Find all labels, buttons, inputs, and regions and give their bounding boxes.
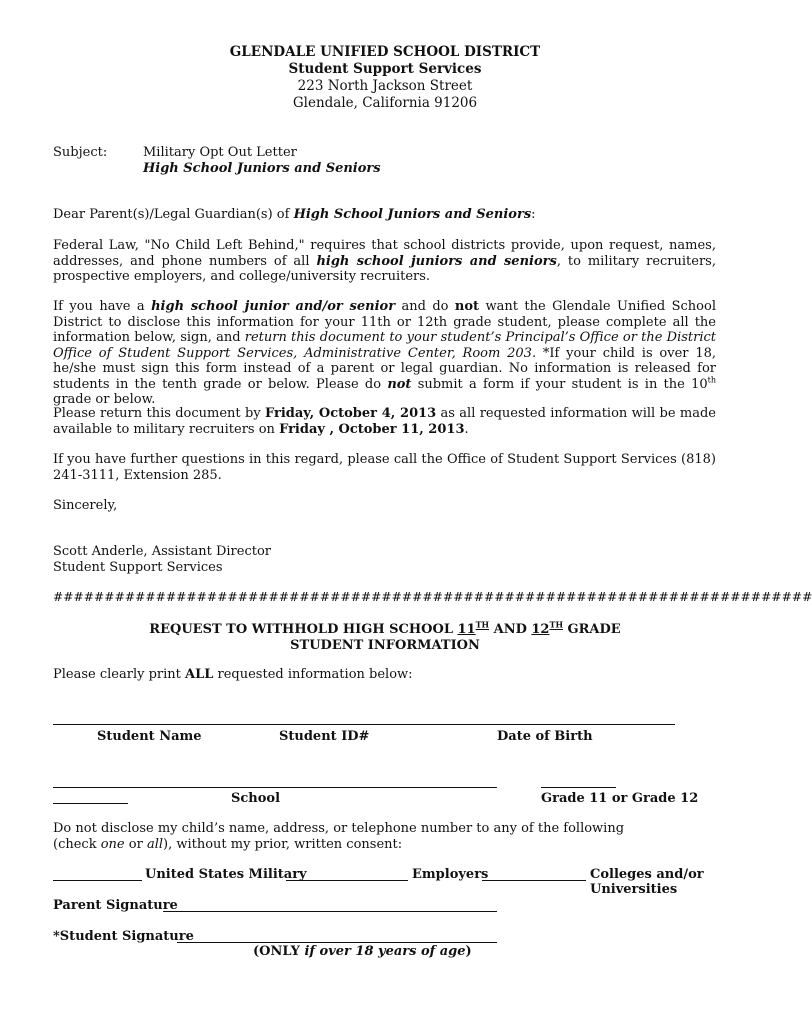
- student-signature-label: *Student Signature: [53, 929, 194, 944]
- form-title-sup-11: TH: [475, 619, 490, 630]
- student-id-label: Student ID#: [279, 729, 370, 744]
- salutation-suffix: :: [531, 207, 536, 222]
- paragraph-questions: If you have further questions in this regard, please call the Office of Student Support Services (818) 241-3111, Extension 285.: [53, 452, 716, 483]
- form-instruction-a: Please clearly print: [53, 667, 185, 682]
- form-title-grade-11: 11: [457, 622, 476, 637]
- signer-department: Student Support Services: [53, 560, 223, 575]
- salutation-emphasis: High School Juniors and Seniors: [293, 207, 532, 222]
- form-subtitle: STUDENT INFORMATION: [290, 638, 480, 653]
- form-title-and: AND: [489, 622, 532, 637]
- para2-not-1: not: [454, 299, 480, 314]
- age-note-close: ): [465, 944, 472, 959]
- option-colleges-label-2: Universities: [590, 882, 678, 897]
- consent-close: ), without my prior, written consent:: [163, 837, 403, 852]
- form-instruction-all: ALL: [185, 667, 214, 682]
- consent-all: all: [146, 837, 164, 852]
- option-employers-label: Employers: [412, 867, 489, 882]
- colleges-checkbox-line[interactable]: [482, 880, 586, 881]
- consent-text-1: Do not disclose my child’s name, address, or telephone number to any of the following: [53, 821, 625, 836]
- para2-emphasis: high school junior and/or senior: [151, 299, 396, 314]
- option-colleges-label-1: Colleges and/or: [590, 867, 704, 882]
- option-military-label: United States Military: [145, 867, 307, 882]
- subject-line-1: Military Opt Out Letter: [143, 145, 297, 160]
- consent-text-2: [53, 837, 716, 853]
- paragraph-federal-law: [53, 238, 716, 285]
- para3-text-b: as all requested information will be made available to military recruiters on: [53, 406, 716, 437]
- paragraph-deadline: [53, 406, 716, 437]
- para2-text-f: grade or below.: [53, 392, 156, 407]
- school-line[interactable]: [53, 787, 497, 788]
- consent-one: one: [100, 837, 125, 852]
- salutation: [53, 207, 716, 223]
- closing: Sincerely,: [53, 498, 118, 513]
- para2-text-d: . *If your child is over 18, he/she must sign this form instead of a parent or legal guardian. No information is released for students in the tenth grade or below. Please do: [53, 345, 716, 392]
- form-title-a: REQUEST TO WITHHOLD HIGH SCHOOL: [149, 622, 458, 637]
- city-address: Glendale, California 91206: [292, 95, 478, 111]
- salutation-prefix: Dear Parent(s)/Legal Guardian(s) of: [53, 207, 294, 222]
- student-name-label: Student Name: [97, 729, 202, 744]
- student-info-line[interactable]: [53, 724, 675, 725]
- form-title-b: GRADE: [563, 622, 621, 637]
- form-title: [0, 621, 770, 638]
- para2-text-c: want the Glendale Unified School District to disclose this information for your 11th or 12th grade student, please complete all the information below, sign, and: [53, 299, 716, 345]
- para1-emphasis: high school juniors and seniors: [316, 253, 557, 269]
- para1-text-b: , to military recruiters, prospective employers, and college/university recruiters.: [53, 253, 716, 284]
- para3-text-c: .: [464, 421, 469, 437]
- para2-text-b: and do: [395, 299, 455, 314]
- para1-text-a: Federal Law, "No Child Left Behind," requires that school districts provide, upon request, names, addresses, and phone numbers of all: [53, 238, 716, 269]
- military-checkbox-line[interactable]: [53, 880, 142, 881]
- school-label: School: [231, 791, 281, 806]
- signer-name: Scott Anderle, Assistant Director: [53, 544, 271, 559]
- consent-or: or: [124, 837, 147, 852]
- form-title-grade-12: 12: [531, 622, 550, 637]
- para2-not-2: not: [387, 376, 412, 392]
- department-name: Student Support Services: [288, 61, 482, 77]
- form-instruction-b: requested information below:: [213, 667, 413, 682]
- age-note-open: (ONLY: [253, 944, 305, 959]
- subject-line-2: High School Juniors and Seniors: [143, 161, 381, 176]
- form-title-sup-12: TH: [549, 619, 563, 630]
- student-signature-line[interactable]: [177, 942, 497, 943]
- separator-line: ##########################################################################: [53, 590, 812, 604]
- grade-label: Grade 11 or Grade 12: [541, 791, 699, 806]
- para2-italic-return: return this document to your student’s Principal’s Office or the District Office of Student Support Services, Administrative Center, Room 203: [53, 330, 716, 361]
- grade-line[interactable]: [541, 787, 616, 788]
- age-note-condition: if over 18 years of age: [304, 944, 466, 959]
- paragraph-instructions: [53, 299, 716, 408]
- parent-signature-line[interactable]: [163, 911, 497, 912]
- para2-superscript: th: [707, 375, 716, 385]
- form-instruction: [53, 667, 716, 683]
- para3-date-1: Friday, October 4, 2013: [265, 406, 437, 421]
- subject-label: Subject:: [53, 145, 108, 160]
- street-address: 223 North Jackson Street: [297, 78, 473, 94]
- district-name: GLENDALE UNIFIED SCHOOL DISTRICT: [229, 44, 541, 60]
- para3-date-2: Friday , October 11, 2013: [279, 421, 465, 437]
- school-line-extra[interactable]: [53, 803, 128, 804]
- para2-text-a: If you have a: [53, 299, 152, 314]
- para3-text-a: Please return this document by: [53, 406, 265, 421]
- para2-text-e: submit a form if your student is in the 10: [411, 376, 708, 392]
- employers-checkbox-line[interactable]: [286, 880, 408, 881]
- date-of-birth-label: Date of Birth: [497, 729, 593, 744]
- parent-signature-label: Parent Signature: [53, 898, 178, 913]
- age-note: [253, 944, 472, 959]
- consent-open: (check: [53, 837, 101, 852]
